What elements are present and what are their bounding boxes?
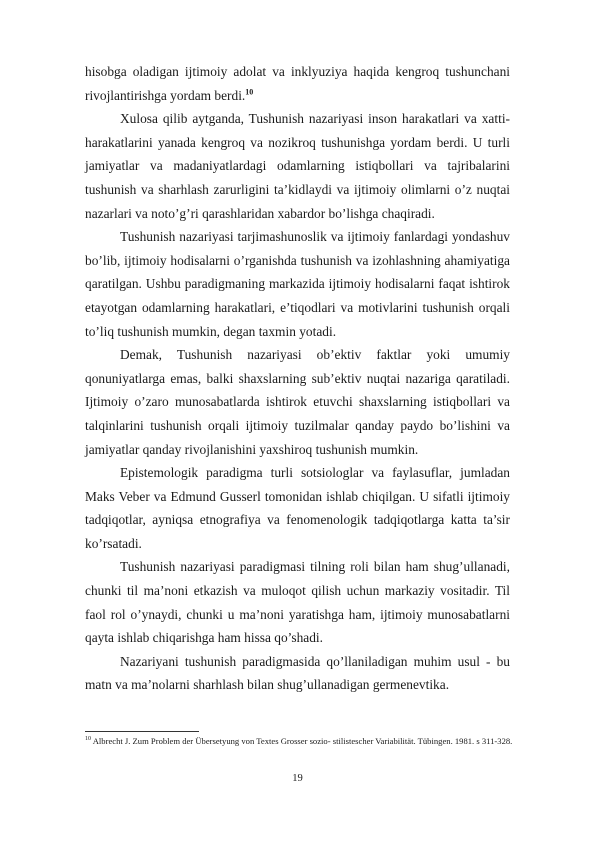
paragraph-6: Tushunish nazariyasi paradigmasi tilning roli bilan ham shug’ullanadi, chunki til ma’noni etkazish va muloqot qilish uchun markaziy vositadir. Til faol rol o’ynaydi, chunki u ma’noni yaratishga ham, ijtimoiy munosabatlarni qayta ishlab chiqarishga ham hissa qo’shadi. <box>85 559 510 646</box>
paragraph-4: Demak, Tushunish nazariyasi ob’ektiv faktlar yoki umumiy qonuniyatlarga emas, balki shaxslarning sub’ektiv nuqtai nazariga qaratiladi. Ijtimoiy o’zaro munosabatlarda ishtirok etuvchi shaxslarning istiqbollari va talqinlarini tushunish orqali ijtimoiy tuzilmalar qanday paydo bo’lishini va jamiyatlar qanday rivojlanishini yaxshiroq tushunish mumkin. <box>85 347 510 457</box>
footnote-text: Albrecht J. Zum Problem der Übersetyung von Textes Grosser sozio- stilistescher Variabilität. Tübingen. 1981. s 311-328. <box>92 736 513 746</box>
footnote <box>85 735 515 748</box>
paragraph-2: Xulosa qilib aytganda, Tushunish nazariyasi inson harakatlari va xatti-harakatlarini yanada kengroq va nozikroq tushunishga yordam berdi. U turli jamiyatlar va madaniyatlardagi odamlarning istiqbollari va tajribalarini tushunish va sharhlash zarurligini ta’kidlaydi va ijtimoiy olimlarni o’z nuqtai nazarlari va noto’g’ri qarashlaridan xabardor bo’lishga chaqiradi. <box>85 111 510 221</box>
paragraph-1-text: hisobga oladigan ijtimoiy adolat va inklyuziya haqida kengroq tushunchani rivojlantirishga yordam berdi. <box>85 64 510 103</box>
footnote-number: 10 <box>85 736 91 743</box>
paragraph-3: Tushunish nazariyasi tarjimashunoslik va ijtimoiy fanlardagi yondashuv bo’lib, ijtimoiy hodisalarni o’rganishda tushunish va izohlashning ahamiyatiga qaratilgan. Ushbu paradigmaning markazida ijtimoiy hodisalarni faqat ishtirok etayotgan odamlarning harakatlari, e’tiqodlari va motivlarini tushunish orqali to’liq tushunish mumkin, degan taxmin yotadi. <box>85 229 510 339</box>
paragraph-1 <box>85 60 510 107</box>
page-number: 19 <box>292 773 303 784</box>
paragraph-7: Nazariyani tushunish paradigmasida qo’llaniladigan muhim usul - bu matn va ma’nolarni sharhlash bilan shug’ullanadigan germenevtika. <box>85 653 510 693</box>
paragraph-5: Epistemologik paradigma turli sotsiologlar va faylasuflar, jumladan Maks Veber va Edmund Gusserl tomonidan ishlab chiqilgan. U sifatli ijtimoiy tadqiqotlar, ayniqsa etnografiya va fenomenologik tadqiqotlarga katta ta’sir ko’rsatadi. <box>85 465 510 551</box>
footnote-divider <box>85 731 199 732</box>
footnote-ref-10: 10 <box>245 87 254 97</box>
body-text <box>85 60 510 697</box>
